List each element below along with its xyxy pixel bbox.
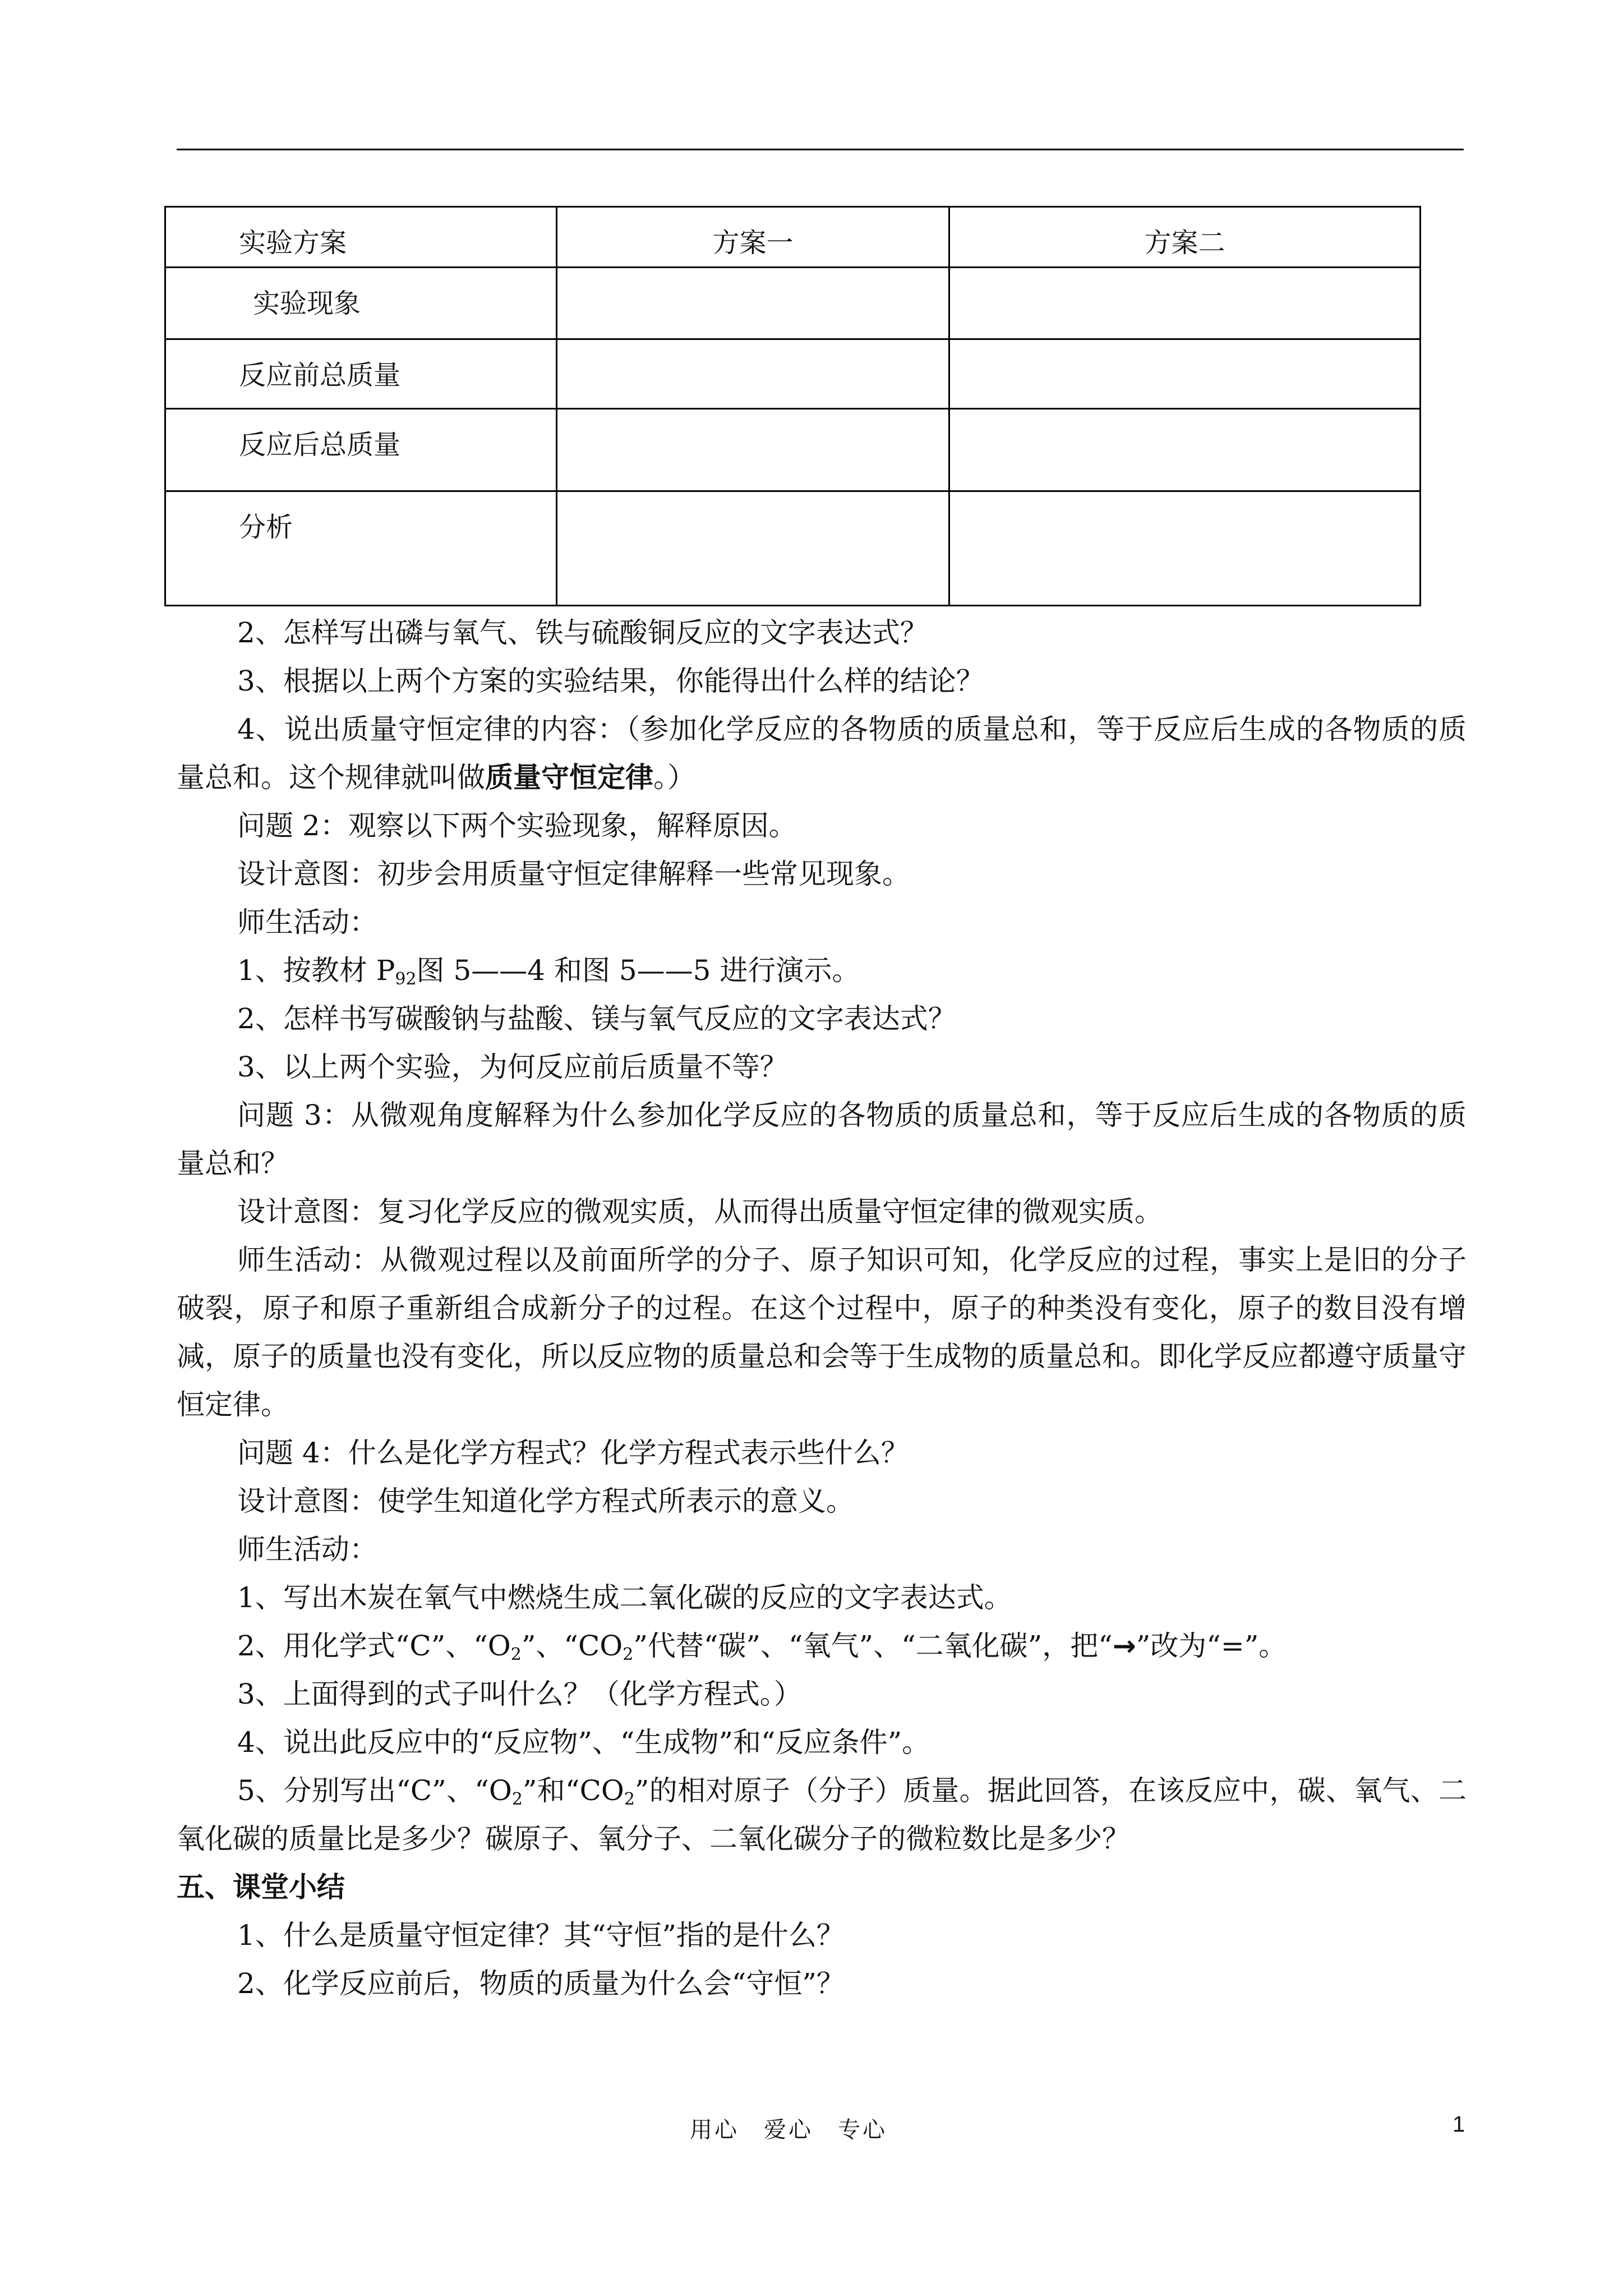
experiment-table bbox=[164, 206, 1421, 606]
page-number: 1 bbox=[1453, 2112, 1465, 2137]
paragraph: 1、按教材 $P_{92}$图 5——4 和图 5——5 进行演示。 bbox=[237, 954, 860, 989]
arrow-symbol: → bbox=[1112, 1630, 1136, 1662]
paragraph: 4、说出此反应中的“反应物”、“生成物”和“反应条件”。 bbox=[237, 1726, 930, 1759]
table-cell bbox=[557, 409, 949, 491]
paragraph: 问题 2：观察以下两个实验现象，解释原因。 bbox=[237, 809, 797, 842]
table-row bbox=[165, 339, 1421, 409]
paragraph: 1、写出木炭在氧气中燃烧生成二氧化碳的反应的文字表达式。 bbox=[237, 1581, 1012, 1614]
paragraph: 4、说出质量守恒定律的内容：（参加化学反应的各物质的质量总和，等于反应后生成的各物质的质量总和。这个规律就叫做质量守恒定律。） bbox=[177, 713, 1467, 794]
table-row bbox=[165, 409, 1421, 491]
table-header-row bbox=[165, 207, 1421, 268]
section-heading: 五、课堂小结 bbox=[177, 1871, 345, 1903]
table-row-label: 反应前总质量 bbox=[165, 339, 557, 409]
table-cell bbox=[557, 268, 949, 339]
table-cell bbox=[949, 339, 1421, 409]
paragraph: 1、什么是质量守恒定律？其“守恒”指的是什么？ bbox=[237, 1919, 845, 1952]
paragraph: 2、化学反应前后，物质的质量为什么会“守恒”？ bbox=[237, 1967, 845, 2000]
document-body bbox=[177, 609, 1467, 2008]
paragraph: 2、怎样书写碳酸钠与盐酸、镁与氧气反应的文字表达式？ bbox=[237, 1002, 956, 1035]
table-row-label: 分析 bbox=[165, 491, 557, 606]
table-cell bbox=[557, 491, 949, 606]
table-header-cell: 实验方案 bbox=[165, 207, 557, 268]
table-row bbox=[165, 268, 1421, 339]
table-row-label: 实验现象 bbox=[165, 268, 557, 339]
paragraph: 3、以上两个实验，为何反应前后质量不等？ bbox=[237, 1051, 788, 1083]
paragraph: 2、怎样写出磷与氧气、铁与硫酸铜反应的文字表达式？ bbox=[237, 616, 928, 649]
paragraph: 3、根据以上两个方案的实验结果，你能得出什么样的结论？ bbox=[237, 665, 984, 697]
paragraph: 师生活动： bbox=[237, 906, 377, 938]
footer-motto: 用心 爱心 专心 bbox=[690, 2117, 887, 2143]
paragraph: 3、上面得到的式子叫什么？（化学方程式。） bbox=[237, 1678, 802, 1710]
table-header-cell: 方案一 bbox=[557, 207, 949, 268]
paragraph: 问题 3：从微观角度解释为什么参加化学反应的各物质的质量总和，等于反应后生成的各物质的质量总和？ bbox=[177, 1099, 1467, 1180]
paragraph: 师生活动：从微观过程以及前面所学的分子、原子知识可知，化学反应的过程，事实上是旧的分子破裂，原子和原子重新组合成新分子的过程。在这个过程中，原子的种类没有变化，原子的数目没有增减，原子的质量也没有变化，所以反应物的质量总和会等于生成物的质量总和。即化学反应都遵守质量守恒定律。 bbox=[177, 1244, 1467, 1421]
paragraph: 5、分别写出“C”、“$O_2$”和“$CO_2$”的相对原子（分子）质量。据此回答，在该反应中，碳、氧气、二氧化碳的质量比是多少？碳原子、氧分子、二氧化碳分子的微粒数比是多少？ bbox=[177, 1774, 1467, 1855]
paragraph: 设计意图：使学生知道化学方程式所表示的意义。 bbox=[237, 1485, 854, 1517]
table-cell bbox=[949, 268, 1421, 339]
table-header-cell: 方案二 bbox=[949, 207, 1421, 268]
paragraph: 师生活动： bbox=[237, 1533, 377, 1566]
paragraph: 设计意图：复习化学反应的微观实质，从而得出质量守恒定律的微观实质。 bbox=[237, 1195, 1163, 1228]
table-cell bbox=[949, 491, 1421, 606]
table-cell bbox=[557, 339, 949, 409]
table-row-label: 反应后总质量 bbox=[165, 409, 557, 491]
paragraph: 2、用化学式“C”、“$O_2$”、“$CO_2$”代替“碳”、“氧气”、“二氧化碳”，把“→”改为“=”。 bbox=[237, 1630, 1287, 1664]
bold-term: 质量守恒定律 bbox=[485, 761, 653, 794]
table-row bbox=[165, 491, 1421, 606]
table-cell bbox=[949, 409, 1421, 491]
paragraph: 问题 4：什么是化学方程式？化学方程式表示些什么？ bbox=[237, 1437, 909, 1469]
paragraph: 设计意图：初步会用质量守恒定律解释一些常见现象。 bbox=[237, 858, 910, 890]
header-rule bbox=[177, 149, 1464, 150]
